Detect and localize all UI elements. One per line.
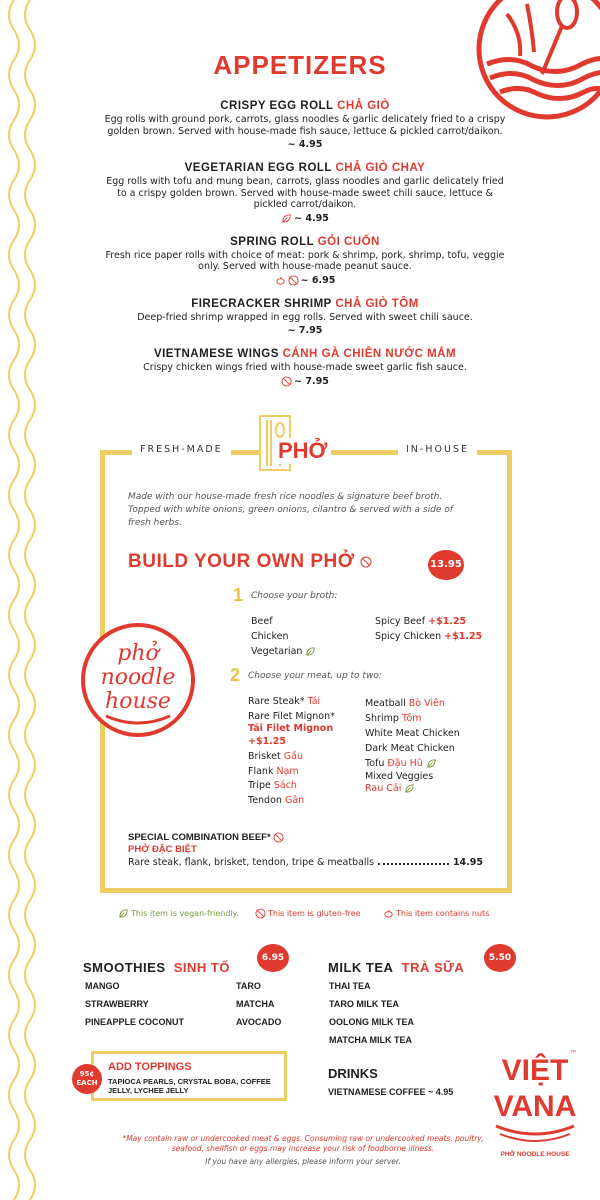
stamp-line-2: noodle [100, 665, 176, 690]
gluten-free-icon [281, 376, 292, 387]
item-description: Deep-fried shrimp wrapped in egg rolls. Served with sweet chili sauce. [137, 311, 473, 323]
list-item: PINEAPPLE COCONUT [85, 1017, 185, 1027]
gluten-free-icon [273, 832, 284, 843]
item-viet-name: CHẢ GIÒ CHAY [335, 162, 426, 174]
list-item: AVOCADO [236, 1017, 282, 1027]
broth-options-left [251, 614, 318, 659]
menu-item-vietnamese-wings [100, 348, 510, 387]
meat-option: White Meat Chicken [365, 728, 460, 739]
gluten-free-icon [288, 275, 299, 286]
special-combination-viet: PHỞ ĐẶC BIỆT [128, 844, 197, 855]
list-item: OOLONG MILK TEA [329, 1017, 414, 1027]
special-combination-line [128, 857, 483, 868]
milk-tea-title: MILK TEA TRÀ SỮA [328, 960, 465, 975]
meat-option: Tendon Gân [248, 794, 305, 806]
item-name: VIETNAMESE WINGS [153, 348, 279, 360]
legend-nuts: This item contains nuts [383, 908, 489, 919]
broth-option: Chicken [251, 631, 289, 642]
step-1-text: Choose your broth: [251, 591, 338, 601]
nuts-icon [383, 908, 394, 919]
meat-option: Tripe Sách [248, 780, 297, 791]
broth-option: Vegetarian [251, 644, 318, 659]
toppings-items: TAPIOCA PEARLS, CRYSTAL BOBA, COFFEE JELLY, LYCHEE JELLY [108, 1077, 271, 1095]
item-description: Fresh rice paper rolls with choice of meat: pork & shrimp, pork, shrimp, tofu, veggie only. Served with house-made peanut sauce. [105, 249, 505, 272]
meat-option: Shrimp Tôm [365, 713, 422, 724]
item-viet-name: GỎI CUỐN [317, 235, 380, 248]
list-item: STRAWBERRY [85, 999, 149, 1009]
wavy-border-decoration [0, 0, 60, 1200]
meat-option: Rare Filet Mignon* Tái Filet Mignon +$1.25 [248, 710, 335, 747]
meat-option: Dark Meat Chicken [365, 743, 455, 754]
smoothies-title: SMOOTHIES SINH TỐ [83, 960, 230, 975]
special-combination-price: 14.95 [452, 857, 483, 868]
vegan-leaf-icon [281, 213, 292, 224]
stamp-line-1: phở [117, 641, 159, 666]
meat-options-right [365, 696, 460, 795]
special-combination-desc: Rare steak, flank, brisket, tendon, tripe & meatballs [128, 857, 375, 868]
pho-noodle-house-stamp-icon [78, 620, 198, 740]
toppings-price-badge: 95¢ EACH [72, 1064, 102, 1094]
menu-item-crispy-egg-roll [100, 100, 510, 150]
item-viet-name: CÁNH GÀ CHIÊN NƯỚC MẮM [282, 348, 457, 360]
special-combination-title: SPECIAL COMBINATION BEEF* [128, 832, 286, 843]
step-1-number: 1 [233, 585, 244, 605]
item-description: Egg rolls with ground pork, carrots, glass noodles & garlic delicately fried to a crispy golden brown. Served with house-made fish sauce, lettuce & pickled carrot/daikon. [104, 114, 506, 137]
allergy-note: If you have any allergies, please inform your server. [205, 1157, 401, 1166]
legend-gluten-free: This item is gluten-free [255, 908, 361, 919]
smoothies-list-left [85, 977, 184, 1031]
brand-line-2: VANA [493, 1090, 577, 1123]
broth-options-right [375, 614, 482, 644]
vegan-leaf-icon [305, 646, 316, 657]
nuts-icon [275, 275, 286, 286]
smoothies-list-right [236, 977, 281, 1031]
vegan-leaf-icon [404, 783, 415, 794]
fresh-made-label: FRESH-MADE [132, 444, 231, 455]
meat-options-left [248, 696, 358, 807]
toppings-title: ADD TOPPINGS [108, 1061, 192, 1073]
menu-item-firecracker-shrimp [100, 298, 510, 337]
item-viet-name: CHẢ GIÒ [337, 100, 390, 112]
drinks-title: DRINKS [328, 1066, 378, 1081]
item-price: ~ 6.95 [300, 274, 336, 286]
stamp-line-3: house [105, 689, 171, 714]
raw-food-warning: *May contain raw or undercooked meat & eggs. Consuming raw or undercooked meats, poultry, seafood, shellfish or eggs may increase your risk of foodborne illness. [122, 1134, 484, 1153]
menu-item-vegetarian-egg-roll [100, 162, 510, 224]
in-house-label: IN-HOUSE [398, 444, 477, 455]
meat-option: Rare Steak* Tái [248, 696, 321, 707]
appetizers-title: APPETIZERS [213, 50, 387, 80]
list-item: MATCHA MILK TEA [329, 1035, 412, 1045]
gluten-free-icon [255, 908, 266, 919]
drinks-item: VIETNAMESE COFFEE ~ 4.95 [328, 1087, 454, 1097]
item-name: VEGETARIAN EGG ROLL [184, 162, 332, 174]
smoothies-price-badge: 6.95 [257, 944, 289, 972]
brand-tagline: PHỞ NOODLE HOUSE [500, 1151, 570, 1158]
list-item: MATCHA [236, 999, 275, 1009]
item-price: ~ 7.95 [287, 325, 323, 336]
step-2-text: Choose your meat, up to two: [248, 671, 382, 681]
byo-price-badge: 13.95 [428, 550, 464, 580]
meat-option: Flank Nạm [248, 765, 299, 777]
menu-item-spring-roll [100, 236, 510, 286]
pho-intro: Made with our house-made fresh rice noodles & signature beef broth. Topped with white onions, green onions, cilantro & served with a side of fresh herbs. [128, 492, 453, 528]
meat-option: Tofu Đậu Hũ [365, 756, 460, 771]
item-viet-name: CHẢ GIÒ TÔM [335, 297, 419, 310]
pho-title: PHỞ [274, 438, 331, 464]
list-item: TARO [236, 981, 261, 991]
meat-option: Meatball Bò Viên [365, 698, 445, 709]
gluten-free-icon [360, 556, 372, 568]
vegan-leaf-icon [118, 908, 129, 919]
build-your-own-pho-title: BUILD YOUR OWN PHỞ [128, 551, 372, 573]
leader-dots [378, 857, 449, 865]
milk-tea-price-badge: 5.50 [484, 944, 516, 972]
list-item: MANGO [85, 981, 120, 991]
list-item: THAI TEA [329, 981, 371, 991]
legend-vegan: This item is vegan-friendly. [118, 908, 239, 919]
brand-line-1: VIỆT [501, 1054, 569, 1087]
broth-option: Beef [251, 616, 273, 627]
viet-vana-logo-icon [490, 1046, 580, 1160]
item-name: FIRECRACKER SHRIMP [191, 297, 332, 310]
brand-tm: ™ [570, 1050, 576, 1056]
item-price: ~ 7.95 [294, 375, 329, 387]
meat-option: Brisket Gầu [248, 751, 303, 762]
item-price: ~ 4.95 [294, 212, 329, 224]
item-name: SPRING ROLL [230, 235, 315, 248]
broth-option: Spicy Chicken +$1.25 [375, 631, 483, 642]
item-name: CRISPY EGG ROLL [220, 100, 334, 112]
item-price: ~ 4.95 [287, 139, 323, 150]
list-item: TARO MILK TEA [329, 999, 399, 1009]
item-description: Crispy chicken wings fried with house-made sweet garlic fish sauce. [143, 362, 467, 373]
broth-option: Spicy Beef +$1.25 [375, 616, 467, 627]
meat-option: Mixed Veggies Rau Cải [365, 771, 434, 794]
step-2-number: 2 [230, 665, 241, 685]
milk-tea-list [329, 977, 414, 1049]
item-description: Egg rolls with tofu and mung bean, carrots, glass noodles and garlic delicately fried to a crispy golden brown. Served with house-made sweet chili sauce, lettuce & pickled carrot/daikon. [106, 176, 504, 210]
appetizers-list [100, 100, 510, 399]
vegan-leaf-icon [426, 758, 437, 769]
